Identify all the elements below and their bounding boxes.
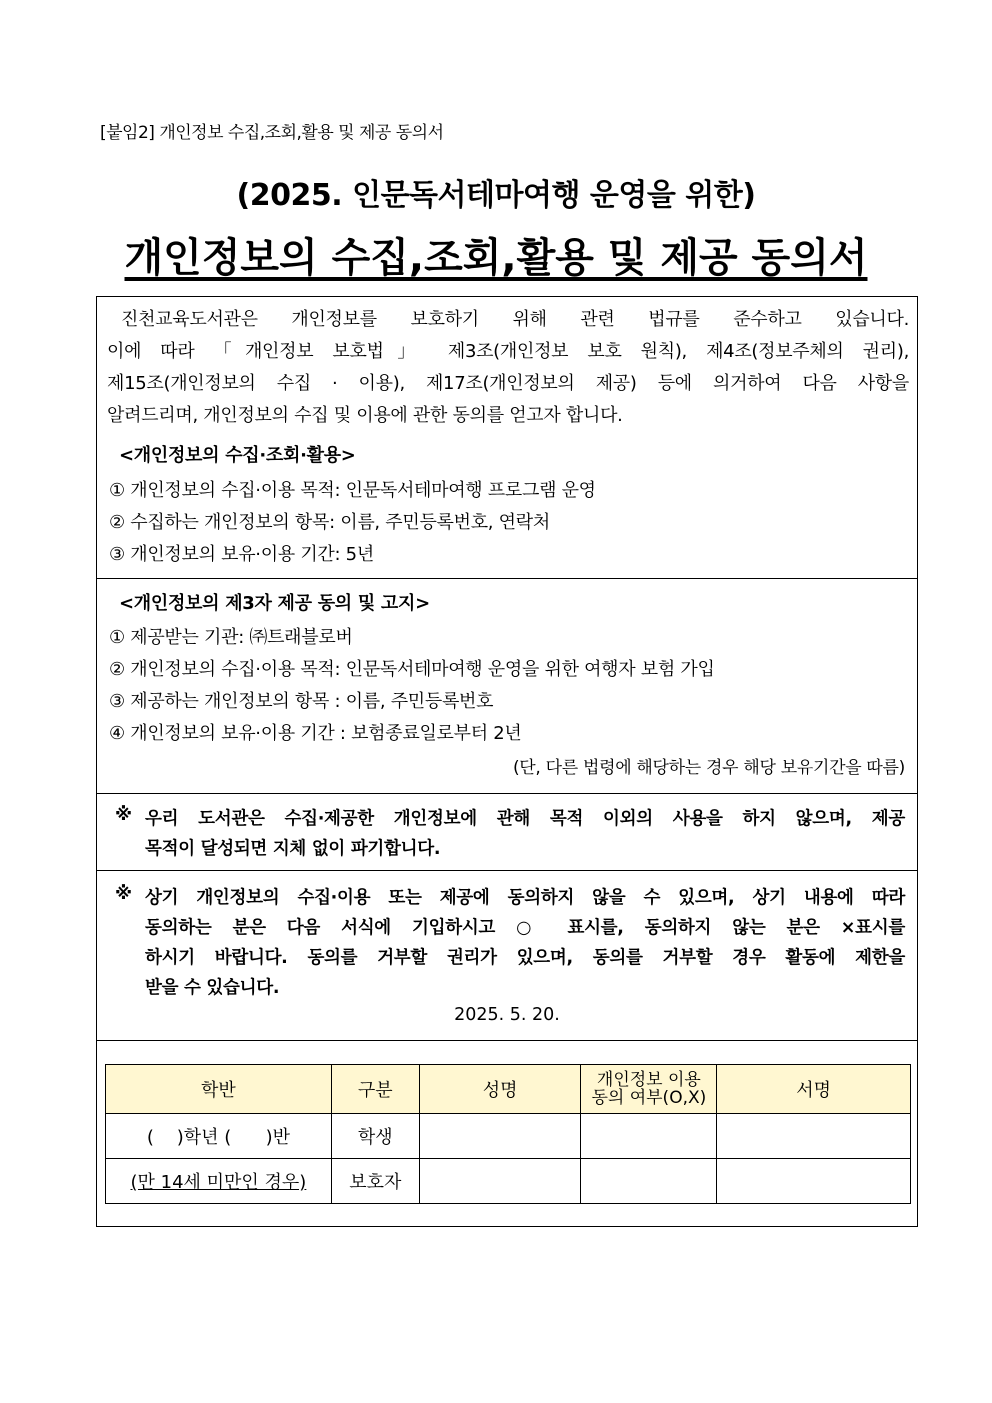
header-consent-line-2: 동의 여부(O,X) <box>591 1088 707 1108</box>
intro-line-2: 이에 따라 「개인정보 보호법」 제3조(개인정보 보호 원칙), 제4조(정보주체의 권리), <box>107 341 909 362</box>
table-row <box>106 1114 911 1159</box>
third-party-section <box>97 579 917 794</box>
consent-field[interactable] <box>581 1159 717 1204</box>
header-signature: 서명 <box>717 1065 911 1114</box>
third-party-item-4: ④ 개인정보의 보유·이용 기간 : 보험종료일로부터 2년 <box>109 723 522 744</box>
intro-section <box>97 297 917 579</box>
consent-form-frame <box>96 296 918 1227</box>
header-type: 구분 <box>331 1065 419 1114</box>
table-row <box>106 1159 911 1204</box>
notice-section-1 <box>97 794 917 871</box>
consent-field[interactable] <box>581 1114 717 1159</box>
header-name: 성명 <box>419 1065 581 1114</box>
collection-item-3: ③ 개인정보의 보유·이용 기간: 5년 <box>109 544 374 565</box>
notice1-line-2: 목적이 달성되면 지체 없이 파기합니다. <box>145 839 441 859</box>
collection-item-1: ① 개인정보의 수집·이용 목적: 인문독서테마여행 프로그램 운영 <box>109 480 596 501</box>
header-class: 학반 <box>106 1065 332 1114</box>
signature-field[interactable] <box>717 1114 911 1159</box>
collection-item-2: ② 수집하는 개인정보의 항목: 이름, 주민등록번호, 연락처 <box>109 512 550 533</box>
notice-section-2 <box>97 871 917 1041</box>
header-consent <box>581 1065 717 1114</box>
type-cell: 학생 <box>331 1114 419 1159</box>
reference-mark: ※ <box>115 805 133 825</box>
type-cell: 보호자 <box>331 1159 419 1204</box>
intro-line-4: 알려드리며, 개인정보의 수집 및 이용에 관한 동의를 얻고자 합니다. <box>107 405 623 426</box>
signature-table <box>105 1064 911 1204</box>
name-field[interactable] <box>419 1114 581 1159</box>
document-title: 개인정보의 수집,조회,활용 및 제공 동의서 <box>124 235 868 281</box>
signature-field[interactable] <box>717 1159 911 1204</box>
retention-note: (단, 다른 법령에 해당하는 경우 해당 보유기간을 따름) <box>512 758 905 778</box>
table-header-row <box>106 1065 911 1114</box>
notice2-line-3: 하시기 바랍니다. 동의를 거부할 권리가 있으며, 동의를 거부할 경우 활동에 제한을 <box>145 948 905 968</box>
attachment-label: [붙임2] 개인정보 수집,조회,활용 및 제공 동의서 <box>100 123 444 143</box>
collection-heading: <개인정보의 수집·조회·활용> <box>119 445 356 466</box>
header-consent-line-1: 개인정보 이용 <box>596 1070 701 1090</box>
notice2-line-4: 받을 수 있습니다. <box>145 978 280 998</box>
class-field[interactable]: ( )학년 ( )반 <box>106 1114 332 1159</box>
third-party-heading: <개인정보의 제3자 제공 동의 및 고지> <box>119 593 430 614</box>
notice2-line-2: 동의하는 분은 다음 서식에 기입하시고 ○ 표시를, 동의하지 않는 분은 ×표시를 <box>145 918 905 938</box>
reference-mark: ※ <box>115 884 133 904</box>
intro-line-1: 진천교육도서관은 개인정보를 보호하기 위해 관련 법규를 준수하고 있습니다. <box>121 309 909 330</box>
guardian-condition: (만 14세 미만인 경우) <box>106 1159 332 1204</box>
third-party-item-1: ① 제공받는 기관: ㈜트래블로버 <box>109 627 353 648</box>
third-party-item-2: ② 개인정보의 수집·이용 목적: 인문독서테마여행 운영을 위한 여행자 보험 가입 <box>109 659 715 680</box>
name-field[interactable] <box>419 1159 581 1204</box>
third-party-item-3: ③ 제공하는 개인정보의 항목 : 이름, 주민등록번호 <box>109 691 494 712</box>
document-date: 2025. 5. 20. <box>454 1005 560 1025</box>
document-subtitle: (2025. 인문독서테마여행 운영을 위한) <box>236 178 756 213</box>
notice1-line-1: 우리 도서관은 수집·제공한 개인정보에 관해 목적 이외의 사용을 하지 않으며, 제공 <box>145 809 905 829</box>
notice2-line-1: 상기 개인정보의 수집·이용 또는 제공에 동의하지 않을 수 있으며, 상기 내용에 따라 <box>145 888 905 908</box>
intro-line-3: 제15조(개인정보의 수집 · 이용), 제17조(개인정보의 제공) 등에 의거하여 다음 사항을 <box>107 373 909 394</box>
